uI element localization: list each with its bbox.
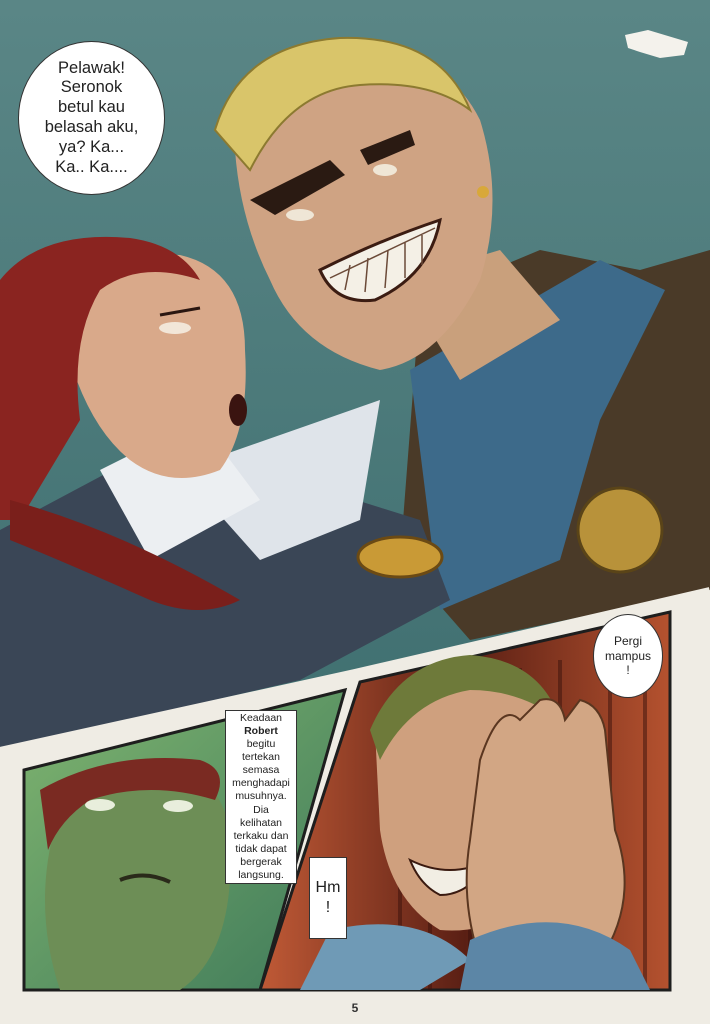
narration-caption (225, 710, 297, 884)
speech-bubble-right (593, 614, 663, 698)
speech-text-right: Pergi mampus ! (604, 634, 651, 678)
hm-box (309, 857, 347, 939)
caption-line-after: begitu tertekan semasa menghadapi musuhnya. Dia kelihatan terkaku dan tidak dapat bergerak langsung. (232, 737, 290, 882)
speech-text-top: Pelawak! Seronok betul kau belasah aku, ya? Ka... Ka.. Ka.... (44, 58, 139, 176)
page-number: 5 (351, 1001, 359, 1015)
caption-line-before: Keadaan (239, 711, 283, 724)
caption-name: Robert (244, 724, 278, 737)
speech-bubble-top (18, 41, 165, 195)
hm-text: Hm ! (315, 879, 341, 916)
